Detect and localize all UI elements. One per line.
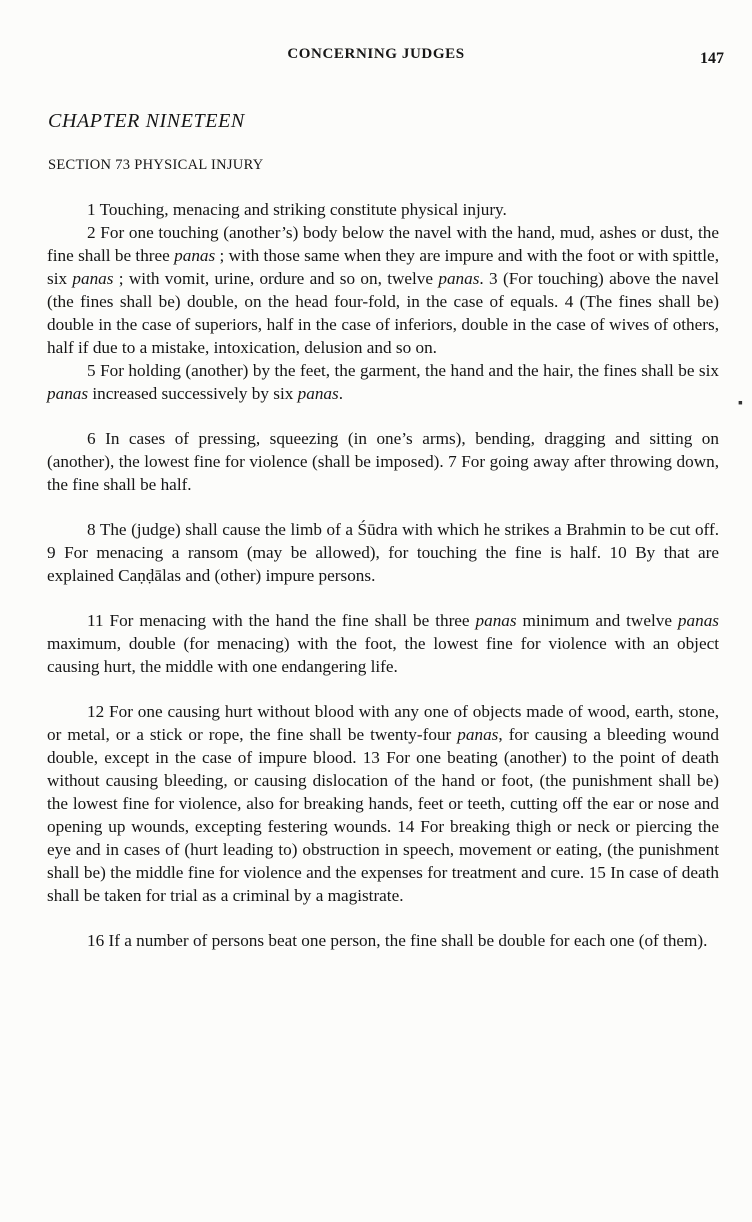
paragraph-12: 12 For one causing hurt without blood with any one of objects made of wood, earth, stone, or metal, or a stick or rope, the fine shall be twenty-four panas, for causing a bleeding wound double, except in the case of impure blood. 13 For one beating (another) to the point of death without causing bleeding, or causing dislocation of the hand or foot, (the punishment shall be) the lowest fine for violence, also for breaking hands, feet or teeth, cutting off the ear or nose and opening up wounds, excepting festering wounds. 14 For breaking thigh or neck or piercing the eye and in cases of (hurt leading to) obstruction in speech, movement or eating, (the punishment shall be) the middle fine for violence and the expenses for treatment and cure. 15 In case of death shall be taken for trial as a criminal by a magistrate. (47, 702, 719, 905)
paragraph-5: 5 For holding (another) by the feet, the garment, the hand and the hair, the fines shall be six panas increased successively by six panas. (47, 361, 719, 403)
paragraph-8: 8 The (judge) shall cause the limb of a Śūdra with which he strikes a Brahmin to be cut off. 9 For menacing a ransom (may be allowed), for touching the fine is half. 10 By that are explained Caṇḍālas and (other) impure persons. (47, 520, 719, 585)
body-text (47, 198, 719, 952)
paragraph-11: 11 For menacing with the hand the fine shall be three panas minimum and twelve panas maximum, double (for menacing) with the foot, the lowest fine for violence with an object causing hurt, the middle with one endangering life. (47, 611, 719, 676)
chapter-title: CHAPTER NINETEEN (48, 110, 245, 132)
paragraph-1: 1 Touching, menacing and striking constitute physical injury. (87, 200, 507, 219)
paragraph-6: 6 In cases of pressing, squeezing (in one’s arms), bending, dragging and sitting on (another), the lowest fine for violence (shall be imposed). 7 For going away after throwing down, the fine shall be half. (47, 429, 719, 494)
paragraph-16: 16 If a number of persons beat one person, the fine shall be double for each one (of them). (87, 931, 708, 950)
running-header (0, 46, 752, 66)
paragraph-2: 2 For one touching (another’s) body below the navel with the hand, mud, ashes or dust, the fine shall be three panas ; with those same when they are impure and with the foot or with spittle, six panas ; with vomit, urine, ordure and so on, twelve panas. 3 (For touching) above the navel (the fines shall be) double, on the head four-fold, in the case of equals. 4 (The fines shall be) double in the case of superiors, half in the case of inferiors, double in the case of wives of others, half if due to a mistake, intoxication, delusion and so on. (47, 223, 719, 357)
section-title: SECTION 73 PHYSICAL INJURY (48, 157, 264, 173)
page-number: 147 (700, 50, 724, 67)
margin-mark: ▪ (738, 396, 743, 411)
running-title: CONCERNING JUDGES (287, 46, 465, 62)
